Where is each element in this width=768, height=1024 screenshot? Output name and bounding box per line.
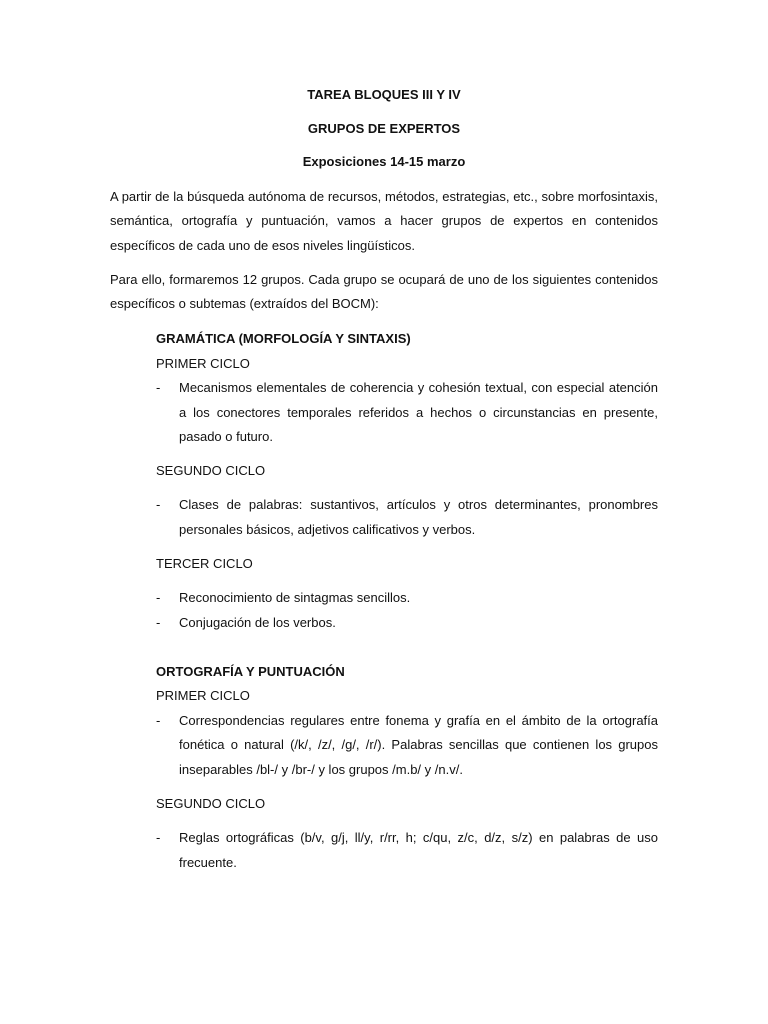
- list-item-line: Reconocimiento de sintagmas sencillos.: [179, 590, 411, 605]
- paragraph-line: específicos de cada uno de esos niveles lingüísticos.: [110, 238, 415, 253]
- paragraph-line: A partir de la búsqueda autónoma de recursos, métodos, estrategias, etc., sobre morfosintaxis,: [110, 189, 658, 204]
- document-subtitle: GRUPOS DE EXPERTOS: [307, 121, 461, 136]
- bullet-dash: -: [156, 590, 161, 605]
- list-item-line: Correspondencias regulares entre fonema y grafía en el ámbito de la ortografía: [179, 713, 658, 728]
- exposition-dates: Exposiciones 14-15 marzo: [302, 154, 466, 169]
- cycle-label: PRIMER CICLO: [156, 688, 250, 703]
- list-item-line: Mecanismos elementales de coherencia y cohesión textual, con especial atención: [179, 380, 658, 395]
- bullet-dash: -: [156, 615, 161, 630]
- list-item-line: frecuente.: [179, 855, 237, 870]
- list-item-line: Reglas ortográficas (b/v, g/j, ll/y, r/rr, h; c/qu, z/c, d/z, s/z) en palabras de uso: [179, 830, 658, 845]
- list-item-line: Clases de palabras: sustantivos, artículos y otros determinantes, pronombres: [179, 497, 658, 512]
- section-heading: ORTOGRAFÍA Y PUNTUACIÓN: [156, 664, 345, 679]
- cycle-label: SEGUNDO CICLO: [156, 463, 266, 478]
- list-item-line: a los conectores temporales referidos a hechos o circunstancias en presente,: [179, 405, 658, 420]
- bullet-dash: -: [156, 830, 161, 845]
- bullet-dash: -: [156, 497, 161, 512]
- bullet-dash: -: [156, 713, 161, 728]
- paragraph-line: Para ello, formaremos 12 grupos. Cada grupo se ocupará de uno de los siguientes contenidos: [110, 272, 658, 287]
- list-item-line: Conjugación de los verbos.: [179, 615, 336, 630]
- list-item-line: pasado o futuro.: [179, 429, 273, 444]
- cycle-label: PRIMER CICLO: [156, 356, 250, 371]
- document-title: TAREA BLOQUES III Y IV: [307, 87, 461, 102]
- paragraph-line: específicos o subtemas (extraídos del BOCM):: [110, 296, 379, 311]
- paragraph-line: semántica, ortografía y puntuación, vamos a hacer grupos de expertos en contenidos: [110, 213, 658, 228]
- bullet-dash: -: [156, 380, 161, 395]
- cycle-label: SEGUNDO CICLO: [156, 796, 266, 811]
- section-heading: GRAMÁTICA (MORFOLOGÍA Y SINTAXIS): [156, 331, 411, 346]
- list-item-line: personales básicos, adjetivos calificativos y verbos.: [179, 522, 476, 537]
- list-item-line: inseparables /bl-/ y /br-/ y los grupos /m.b/ y /n.v/.: [179, 762, 463, 777]
- cycle-label: TERCER CICLO: [156, 556, 253, 571]
- list-item-line: fonética o natural (/k/, /z/, /g/, /r/). Palabras sencillas que contienen los grupos: [179, 737, 658, 752]
